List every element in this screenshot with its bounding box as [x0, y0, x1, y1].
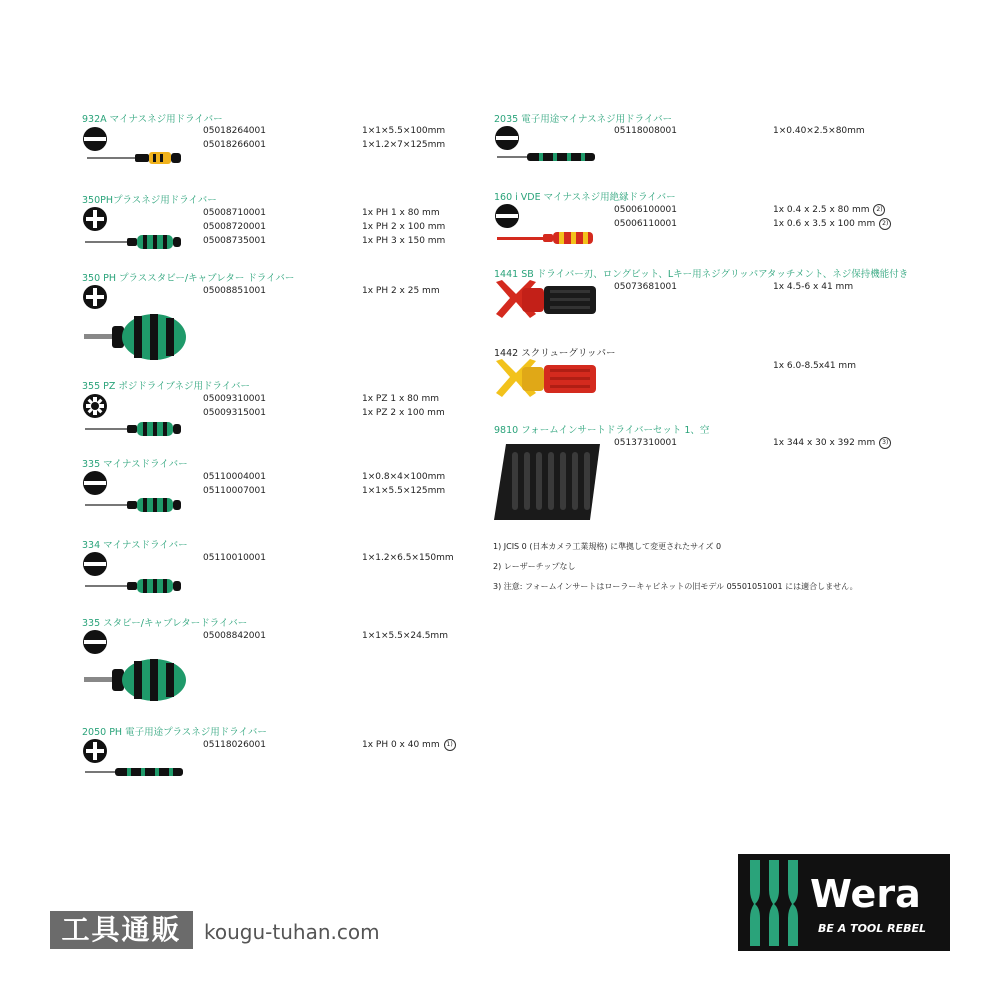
footnote-2: 2) レーザーチップなし: [493, 562, 576, 571]
section-title: 932A マイナスネジ用ドライバー: [82, 114, 223, 125]
article-number: 05110007001: [203, 486, 266, 496]
article-numbers-2050ph: [203, 738, 266, 752]
article-numbers-350ph: [203, 206, 266, 248]
pozidriv-tip-icon: [82, 393, 108, 419]
slotted-tip-icon: [494, 125, 520, 151]
brand-slogan: BE A TOOL REBEL: [818, 922, 927, 935]
specs-335-stubby: [362, 629, 448, 643]
specs-2035: [773, 124, 865, 138]
section-title: 350PHプラスネジ用ドライバー: [82, 195, 217, 206]
spec: 1×1.2×7×125mm: [362, 140, 446, 150]
spec: [773, 203, 891, 217]
slotted-tip-icon: [82, 629, 108, 655]
foam-insert-image: [494, 444, 600, 520]
article-numbers-334: [203, 551, 266, 565]
article-number: 05110004001: [203, 472, 266, 482]
article-number: 05008851001: [203, 286, 266, 296]
spec-text: 1x PH 0 x 40 mm: [362, 740, 440, 750]
screwdriver-350ph-image: [85, 234, 185, 250]
screwdriver-355pz-image: [85, 421, 185, 437]
footnote-1-marker: 1): [444, 739, 456, 751]
section-title: 9810 フォームインサートドライバーセット 1、空: [494, 425, 710, 436]
stubby-screwdriver-image: [84, 312, 188, 362]
spec: 1×0.8×4×100mm: [362, 472, 446, 482]
specs-350ph: [362, 206, 445, 248]
spec: 1x PH 3 x 150 mm: [362, 236, 446, 246]
spec: 1×1×5.5×100mm: [362, 126, 446, 136]
footnote-1: 1) JCIS 0 (日本カメラ工業規格) に準拠して変更されたサイズ 0: [493, 542, 722, 551]
vde-screwdriver-image: [497, 231, 601, 245]
spec-text: 1x 0.6 x 3.5 x 100 mm: [773, 219, 876, 229]
article-numbers-932a: [203, 124, 266, 152]
stubby-screwdriver-image: [84, 657, 188, 703]
spec: 1×1×5.5×24.5mm: [362, 631, 448, 641]
spec: 1x PH 2 x 25 mm: [362, 286, 440, 296]
specs-335: [362, 470, 445, 498]
screwdriver-2035-image: [497, 151, 597, 163]
slotted-tip-icon: [82, 470, 108, 496]
article-number: 05008710001: [203, 208, 266, 218]
spec: 1x PZ 1 x 80 mm: [362, 394, 439, 404]
specs-1441sb: [773, 280, 853, 294]
specs-160i-vde: [773, 203, 891, 231]
article-number: 05008720001: [203, 222, 266, 232]
spec: 1×1×5.5×125mm: [362, 486, 446, 496]
article-number: 05008842001: [203, 631, 266, 641]
section-title: 2035 電子用途マイナスネジ用ドライバー: [494, 114, 673, 125]
article-number: 05118026001: [203, 740, 266, 750]
spec: [773, 436, 891, 450]
article-number: 05018264001: [203, 126, 266, 136]
footnote-2-marker: 2): [873, 204, 885, 216]
specs-932a: [362, 124, 445, 152]
section-title: 160 i VDE マイナスネジ用絶縁ドライバー: [494, 192, 676, 203]
article-number: 05009310001: [203, 394, 266, 404]
phillips-tip-icon: [82, 284, 108, 310]
section-title: 1442 スクリューグリッパー: [494, 348, 616, 359]
shop-logo: 工具通販: [50, 911, 193, 949]
article-number: 05018266001: [203, 140, 266, 150]
article-number: 05110010001: [203, 553, 266, 563]
spec: 1x PZ 2 x 100 mm: [362, 408, 445, 418]
specs-9810: [773, 436, 891, 450]
specs-2050ph: [362, 738, 456, 752]
shop-url[interactable]: kougu-tuhan.com: [204, 920, 380, 944]
spec-text: 1x 344 x 30 x 392 mm: [773, 438, 876, 448]
brand-name: Wera: [810, 872, 921, 916]
article-numbers-350ph-stubby: [203, 284, 266, 298]
article-numbers-2035: [614, 124, 677, 138]
spec: 1x PH 2 x 100 mm: [362, 222, 446, 232]
article-numbers-1441sb: [614, 280, 677, 294]
article-number: 05118008001: [614, 126, 677, 136]
wera-logo: [738, 854, 950, 951]
specs-350ph-stubby: [362, 284, 440, 298]
article-numbers-335: [203, 470, 266, 498]
footnote-3: 3) 注意: フォームインサートはローラーキャビネットの旧モデル 05501051001 には適合しません。: [493, 582, 858, 591]
article-number: 05073681001: [614, 282, 677, 292]
section-title: 350 PH プラススタビー/キャブレター ドライバー: [82, 273, 295, 284]
phillips-tip-icon: [82, 206, 108, 232]
spec: 1x 4.5-6 x 41 mm: [773, 282, 854, 292]
section-title: 1441 SB ドライバー刃、ロングビット、Lキー用ネジグリッパアタッチメント、ネジ保持機能付き: [494, 269, 909, 280]
spec: 1×1.2×6.5×150mm: [362, 553, 454, 563]
screwdriver-2050ph-image: [85, 766, 185, 778]
spec: 1×0.40×2.5×80mm: [773, 126, 865, 136]
article-number: 05008735001: [203, 236, 266, 246]
spec-text: 1x 0.4 x 2.5 x 80 mm: [773, 205, 870, 215]
screwdriver-932a-image: [87, 151, 187, 165]
section-title: 334 マイナスドライバー: [82, 540, 188, 551]
phillips-tip-icon: [82, 738, 108, 764]
slotted-tip-icon: [494, 203, 520, 229]
article-numbers-335-stubby: [203, 629, 266, 643]
article-numbers-355pz: [203, 392, 266, 420]
specs-1442: [773, 359, 856, 373]
article-numbers-9810: [614, 436, 677, 450]
slotted-tip-icon: [82, 126, 108, 152]
spec: 1x PH 1 x 80 mm: [362, 208, 440, 218]
footnote-3-marker: 3): [879, 437, 891, 449]
screwdriver-335-image: [85, 497, 185, 513]
slotted-tip-icon: [82, 551, 108, 577]
footnote-2-marker: 2): [879, 218, 891, 230]
screw-gripper-1441-image: [494, 280, 598, 322]
section-title: 335 マイナスドライバー: [82, 459, 188, 470]
specs-334: [362, 551, 454, 565]
screw-gripper-1442-image: [494, 359, 598, 401]
section-title: 2050 PH 電子用途プラスネジ用ドライバー: [82, 727, 267, 738]
section-title: 335 スタビー/キャブレタードライバー: [82, 618, 248, 629]
screwdriver-334-image: [85, 578, 185, 594]
spec: 1x 6.0-8.5x41 mm: [773, 361, 856, 371]
article-number: 05137310001: [614, 438, 677, 448]
article-numbers-160i-vde: [614, 203, 677, 231]
article-number: 05006100001: [614, 205, 677, 215]
wera-emblem-icon: [746, 860, 802, 946]
article-number: 05009315001: [203, 408, 266, 418]
article-number: 05006110001: [614, 219, 677, 229]
section-title: 355 PZ ポジドライブネジ用ドライバー: [82, 381, 250, 392]
spec: [773, 217, 891, 231]
specs-355pz: [362, 392, 445, 420]
spec: [362, 738, 456, 752]
